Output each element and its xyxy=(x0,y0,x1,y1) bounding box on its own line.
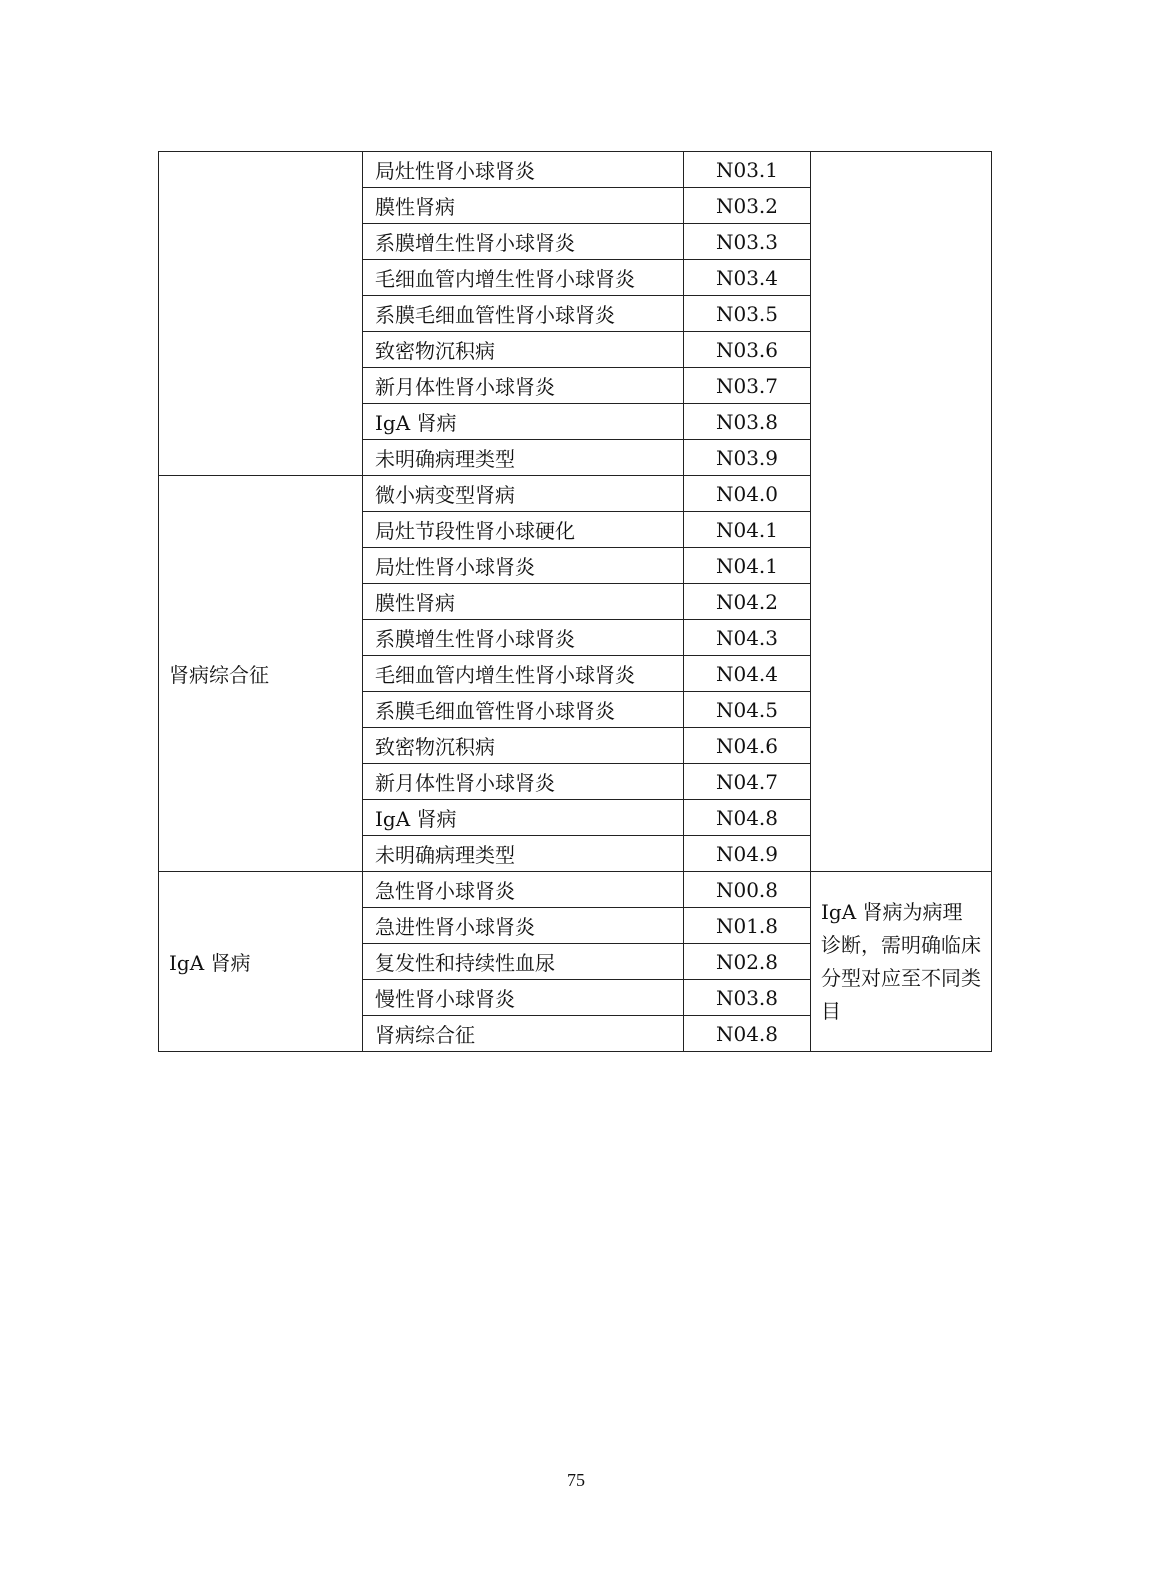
disease-name-cell: IgA 肾病 xyxy=(363,800,684,836)
icd-code-cell: N03.6 xyxy=(684,332,811,368)
disease-name-cell: 未明确病理类型 xyxy=(363,440,684,476)
icd-code-cell: N00.8 xyxy=(684,872,811,908)
icd-code-cell: N03.1 xyxy=(684,152,811,188)
group-name-cell: 肾病综合征 xyxy=(159,476,363,872)
page-number: 75 xyxy=(567,1470,585,1490)
note-cell xyxy=(811,152,992,872)
icd-code-cell: N03.8 xyxy=(684,404,811,440)
icd-code-cell: N03.8 xyxy=(684,980,811,1016)
disease-name-cell: 急进性肾小球肾炎 xyxy=(363,908,684,944)
icd-code-cell: N04.6 xyxy=(684,728,811,764)
disease-name-cell: 局灶节段性肾小球硬化 xyxy=(363,512,684,548)
disease-name-cell: IgA 肾病 xyxy=(363,404,684,440)
icd-code-cell: N04.2 xyxy=(684,584,811,620)
icd-code-cell: N04.1 xyxy=(684,512,811,548)
disease-name-cell: 局灶性肾小球肾炎 xyxy=(363,152,684,188)
icd-code-cell: N03.7 xyxy=(684,368,811,404)
disease-name-cell: 膜性肾病 xyxy=(363,584,684,620)
icd-code-cell: N04.3 xyxy=(684,620,811,656)
icd-code-cell: N04.5 xyxy=(684,692,811,728)
disease-name-cell: 致密物沉积病 xyxy=(363,728,684,764)
disease-name-cell: 系膜毛细血管性肾小球肾炎 xyxy=(363,692,684,728)
table-body xyxy=(159,152,992,1052)
disease-name-cell: 复发性和持续性血尿 xyxy=(363,944,684,980)
disease-name-cell: 毛细血管内增生性肾小球肾炎 xyxy=(363,656,684,692)
disease-name-cell: 系膜增生性肾小球肾炎 xyxy=(363,620,684,656)
icd-code-cell: N04.7 xyxy=(684,764,811,800)
disease-name-cell: 新月体性肾小球肾炎 xyxy=(363,368,684,404)
note-cell: IgA 肾病为病理诊断，需明确临床分型对应至不同类目 xyxy=(811,872,992,1052)
icd-code-cell: N01.8 xyxy=(684,908,811,944)
icd-code-cell: N04.0 xyxy=(684,476,811,512)
disease-name-cell: 慢性肾小球肾炎 xyxy=(363,980,684,1016)
table-row xyxy=(159,872,992,908)
table-row xyxy=(159,152,992,188)
icd-code-cell: N04.8 xyxy=(684,1016,811,1052)
icd-code-cell: N04.4 xyxy=(684,656,811,692)
disease-name-cell: 局灶性肾小球肾炎 xyxy=(363,548,684,584)
disease-name-cell: 膜性肾病 xyxy=(363,188,684,224)
icd-code-cell: N04.1 xyxy=(684,548,811,584)
disease-name-cell: 微小病变型肾病 xyxy=(363,476,684,512)
diagnosis-code-table xyxy=(158,151,992,1052)
group-name-cell xyxy=(159,152,363,476)
icd-code-cell: N02.8 xyxy=(684,944,811,980)
icd-code-cell: N03.9 xyxy=(684,440,811,476)
disease-name-cell: 致密物沉积病 xyxy=(363,332,684,368)
disease-name-cell: 系膜毛细血管性肾小球肾炎 xyxy=(363,296,684,332)
disease-name-cell: 急性肾小球肾炎 xyxy=(363,872,684,908)
icd-code-cell: N03.3 xyxy=(684,224,811,260)
disease-name-cell: 肾病综合征 xyxy=(363,1016,684,1052)
icd-code-cell: N03.2 xyxy=(684,188,811,224)
disease-name-cell: 未明确病理类型 xyxy=(363,836,684,872)
group-name-cell: IgA 肾病 xyxy=(159,872,363,1052)
icd-code-cell: N04.8 xyxy=(684,800,811,836)
icd-code-cell: N04.9 xyxy=(684,836,811,872)
disease-name-cell: 新月体性肾小球肾炎 xyxy=(363,764,684,800)
disease-name-cell: 毛细血管内增生性肾小球肾炎 xyxy=(363,260,684,296)
icd-code-cell: N03.5 xyxy=(684,296,811,332)
disease-name-cell: 系膜增生性肾小球肾炎 xyxy=(363,224,684,260)
icd-code-cell: N03.4 xyxy=(684,260,811,296)
